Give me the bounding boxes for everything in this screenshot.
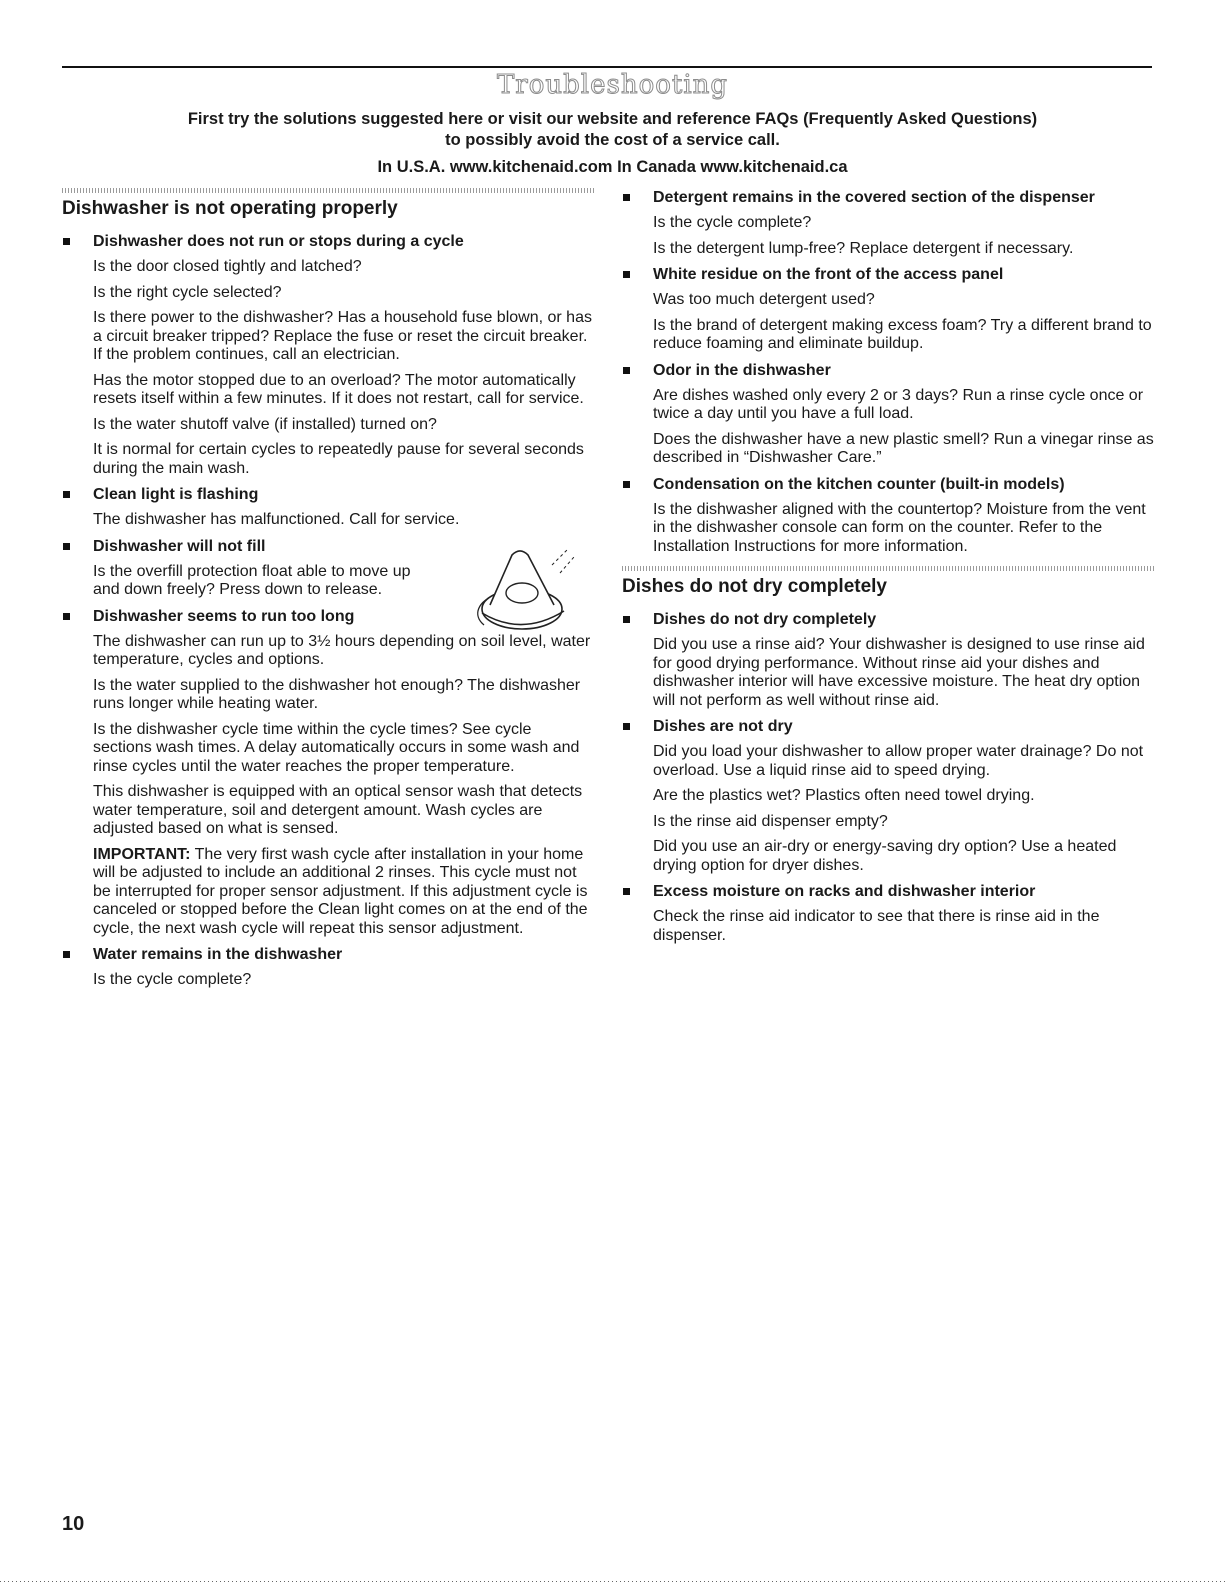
item-title: Dishwasher seems to run too long — [93, 607, 355, 625]
item-water-remains — [62, 945, 594, 990]
item-title: Water remains in the dishwasher — [93, 946, 343, 963]
item-line: Is the door closed tightly and latched? — [93, 258, 362, 275]
item-title: Condensation on the kitchen counter (built-in models) — [653, 475, 1065, 493]
item-line: This dishwasher is equipped with an optical sensor wash that detects water temperature, soil and detergent amount. Wash cycles are adjusted based on what is sensed. — [93, 783, 583, 837]
item-line: Is the water shutoff valve (if installed) turned on? — [93, 415, 437, 433]
page-title: Troubleshooting — [496, 70, 729, 100]
intro-line-2: to possibly avoid the cost of a service call. — [445, 131, 780, 149]
section-rule — [62, 188, 594, 193]
bullet-icon — [63, 613, 70, 620]
item-line: Is the overfill protection float able to move up and down freely? Press down to release. — [93, 562, 411, 598]
item-line: Is the rinse aid dispenser empty? — [653, 812, 888, 830]
left-column — [62, 188, 594, 997]
bottom-rule — [0, 1581, 1225, 1582]
item-title: Detergent remains in the covered section of the dispenser — [653, 189, 1095, 206]
item-title: Dishes are not dry — [653, 718, 793, 735]
bullet-icon — [63, 491, 70, 498]
item-does-not-run — [62, 232, 594, 478]
item-line: Was too much detergent used? — [653, 291, 875, 308]
bullet-icon — [623, 271, 630, 278]
item-line: Is the cycle complete? — [653, 214, 812, 231]
item-title: Odor in the dishwasher — [653, 361, 831, 379]
item-line: Are dishes washed only every 2 or 3 days? Run a rinse cycle once or twice a day until you have a full load. — [653, 386, 1144, 422]
item-title: Excess moisture on racks and dishwasher interior — [653, 883, 1036, 900]
item-runs-too-long — [62, 607, 594, 939]
item-title: Dishwasher does not run or stops during a cycle — [93, 233, 464, 250]
item-odor — [622, 361, 1154, 468]
important-note — [93, 846, 594, 939]
item-line: Is the dishwasher aligned with the countertop? Moisture from the vent in the dishwasher console can form on the counter. Refer to the Installation Instructions for more information. — [653, 500, 1146, 555]
item-title: Clean light is flashing — [93, 486, 259, 503]
item-detergent-remains — [622, 188, 1154, 258]
item-clean-light — [62, 485, 594, 530]
bullet-icon — [623, 888, 630, 895]
item-line: Did you load your dishwasher to allow proper water drainage? Do not overload. Use a liquid rinse aid to speed drying. — [653, 743, 1144, 779]
bullet-icon — [63, 951, 70, 958]
bullet-icon — [623, 616, 630, 623]
item-line: The dishwasher can run up to 3½ hours depending on soil level, water temperature, cycles and options. — [93, 632, 591, 668]
section-heading-drying: Dishes do not dry completely — [622, 576, 887, 597]
item-title: White residue on the front of the access panel — [653, 266, 1004, 283]
item-line: It is normal for certain cycles to repeatedly pause for several seconds during the main wash. — [93, 441, 584, 477]
right-column — [622, 188, 1154, 952]
bullet-icon — [63, 543, 70, 550]
item-not-dry-completely — [622, 610, 1154, 710]
item-white-residue — [622, 265, 1154, 354]
item-line: The dishwasher has malfunctioned. Call for service. — [93, 511, 460, 528]
item-excess-moisture — [622, 882, 1154, 945]
item-line: Is the brand of detergent making excess foam? Try a different brand to reduce foaming and eliminate buildup. — [653, 316, 1152, 352]
item-line: Does the dishwasher have a new plastic smell? Run a vinegar rinse as described in “Dishwasher Care.” — [653, 430, 1154, 466]
top-rule — [62, 66, 1152, 68]
intro-urls: In U.S.A. www.kitchenaid.com In Canada www.kitchenaid.ca — [377, 158, 848, 176]
item-line: Are the plastics wet? Plastics often need towel drying. — [653, 787, 1035, 804]
item-line: Check the rinse aid indicator to see that there is rinse aid in the dispenser. — [653, 908, 1100, 944]
float-text-wrap — [93, 563, 594, 600]
item-line: Is the dishwasher cycle time within the cycle times? See cycle sections wash times. A delay automatically occurs in some wash and rinse cycles until the water reaches the proper temperature. — [93, 720, 580, 775]
bullet-icon — [623, 367, 630, 374]
item-line: Is there power to the dishwasher? Has a household fuse blown, or has a circuit breaker tripped? Replace the fuse or reset the circuit breaker. If the problem continues, call an electrician. — [93, 309, 592, 363]
bullet-icon — [623, 481, 630, 488]
item-not-dry — [622, 717, 1154, 875]
item-title: Dishwasher will not fill — [93, 537, 266, 555]
bullet-icon — [623, 723, 630, 730]
item-condensation — [622, 475, 1154, 557]
item-line: Is the water supplied to the dishwasher hot enough? The dishwasher runs longer while heating water. — [93, 676, 581, 712]
item-line: Is the cycle complete? — [93, 971, 252, 988]
section-heading-operating: Dishwasher is not operating properly — [62, 198, 398, 219]
item-line: Did you use an air-dry or energy-saving dry option? Use a heated drying option for dryer dishes. — [653, 838, 1117, 874]
item-will-not-fill — [62, 537, 594, 600]
intro-line-1: First try the solutions suggested here or visit our website and reference FAQs (Frequently Asked Questions) — [187, 110, 1038, 128]
item-line: Is the right cycle selected? — [93, 283, 282, 301]
item-line: Did you use a rinse aid? Your dishwasher is designed to use rinse aid for good drying performance. Without rinse aid your dishes and dishwasher interior will have excessive moisture. The heat dry option will not perform as well without rinse aid. — [653, 636, 1145, 709]
item-line: Has the motor stopped due to an overload? The motor automatically resets itself within a few minutes. If it does not restart, call for service. — [93, 371, 584, 407]
bullet-icon — [63, 238, 70, 245]
item-line: Is the detergent lump-free? Replace detergent if necessary. — [653, 239, 1074, 257]
item-title: Dishes do not dry completely — [653, 611, 877, 628]
page-number: 10 — [62, 1513, 85, 1535]
bullet-icon — [623, 194, 630, 201]
important-label: IMPORTANT: — [93, 845, 191, 863]
section-rule — [622, 566, 1154, 571]
intro — [0, 109, 1225, 178]
important-text: The very first wash cycle after installation in your home will be adjusted to include an additional 2 rinses. This cycle must not be interrupted for proper sensor adjustment. If this adjustment cycle is canceled or stopped before the Clean light comes on at the end of the cycle, the next wash cycle will repeat this sensor adjustment. — [93, 845, 588, 937]
